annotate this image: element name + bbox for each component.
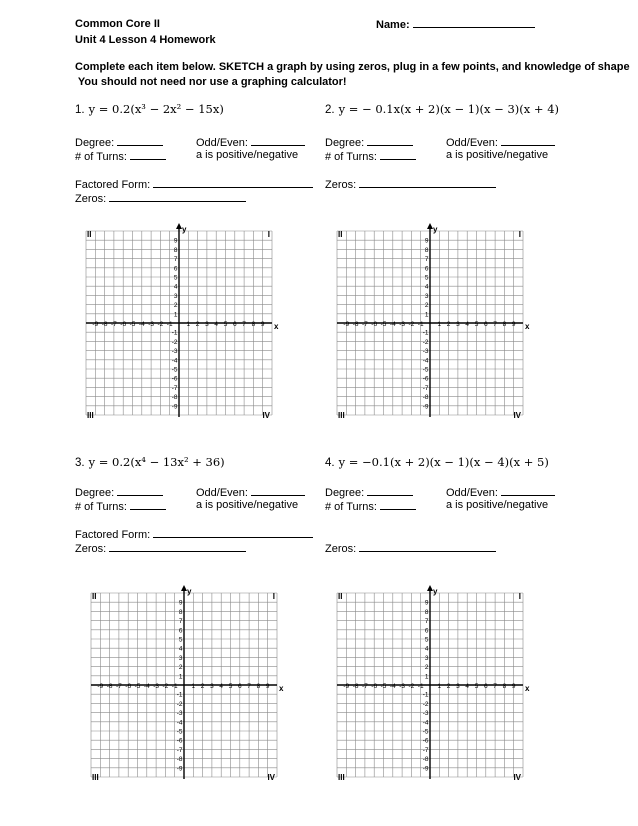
x-tick-label: 1 — [437, 321, 442, 328]
y-tick-label: 2 — [424, 302, 429, 310]
x-tick-label: -6 — [371, 683, 378, 690]
x-tick-label: 1 — [437, 683, 442, 690]
x-tick-label: 8 — [251, 321, 256, 328]
y-tick-label: -5 — [171, 366, 178, 374]
y-tick-label: 8 — [424, 608, 429, 616]
problem-2-equation: 2. y = − 0.1x(x + 2)(x − 1)(x − 3)(x + 4) — [325, 102, 559, 116]
y-tick-label: 6 — [424, 627, 429, 635]
x-tick-label: -8 — [101, 321, 108, 328]
x-tick-label: -8 — [352, 321, 359, 328]
turns-field[interactable]: # of Turns: — [75, 149, 166, 163]
y-tick-label: -4 — [171, 357, 178, 365]
x-tick-label: 3 — [456, 683, 460, 690]
y-tick-label: -3 — [176, 710, 183, 718]
y-tick-label: -7 — [171, 384, 178, 392]
sign-label: a is positive/negative — [446, 149, 549, 161]
x-tick-label: 4 — [219, 683, 224, 690]
y-tick-label: 6 — [424, 265, 429, 273]
instructions-line-1: Complete each item below. SKETCH a graph by using zeros, plug in a few points, and knowledge of shape — [75, 61, 630, 73]
y-tick-label: 3 — [424, 292, 429, 300]
x-tick-label: -1 — [171, 683, 178, 690]
y-tick-label: -6 — [422, 375, 429, 383]
x-tick-label: 8 — [256, 683, 261, 690]
x-tick-label: 4 — [465, 683, 470, 690]
coordinate-grid-2[interactable] — [331, 223, 535, 419]
y-tick-label: 7 — [424, 618, 429, 626]
problem-1-equation: 1. y = 0.2(x³ − 2x² − 15x) — [75, 102, 224, 116]
y-tick-label: 5 — [178, 636, 183, 644]
zeros-field[interactable]: Zeros: — [75, 541, 246, 555]
y-tick-label: 9 — [424, 237, 429, 245]
y-tick-label: -2 — [422, 700, 429, 708]
y-tick-label: 4 — [178, 645, 183, 653]
x-tick-label: -7 — [362, 683, 368, 690]
y-tick-label: -8 — [171, 394, 178, 402]
x-tick-label: -6 — [120, 321, 127, 328]
y-tick-label: -9 — [422, 765, 429, 773]
x-tick-label: 3 — [456, 321, 460, 328]
problem-3-equation: 3. y = 0.2(x⁴ − 13x² + 36) — [75, 455, 225, 469]
name-field[interactable] — [376, 17, 535, 32]
y-tick-label: 4 — [424, 283, 429, 291]
oddeven-field[interactable]: Odd/Even: — [446, 485, 555, 499]
y-tick-label: -5 — [422, 728, 429, 736]
instructions — [75, 60, 630, 90]
zeros-field[interactable]: Zeros: — [75, 191, 246, 205]
x-tick-label: -7 — [362, 321, 368, 328]
x-tick-label: -3 — [153, 683, 159, 690]
x-tick-label: 2 — [195, 321, 200, 328]
quadrant-label: I — [267, 230, 270, 239]
y-tick-label: 4 — [424, 645, 429, 653]
y-tick-label: 8 — [178, 608, 183, 616]
y-tick-label: -7 — [422, 384, 429, 392]
y-tick-label: 1 — [173, 311, 178, 319]
coordinate-grid-3[interactable] — [85, 585, 289, 781]
x-tick-label: 3 — [210, 683, 214, 690]
x-axis-label: x — [525, 684, 530, 693]
y-tick-label: -4 — [422, 357, 429, 365]
sign-label: a is positive/negative — [446, 499, 549, 511]
y-tick-label: -9 — [176, 765, 183, 773]
y-tick-label: 2 — [178, 664, 183, 672]
quadrant-label: IV — [513, 411, 521, 419]
quadrant-label: II — [87, 230, 92, 239]
x-tick-label: 5 — [474, 321, 479, 328]
x-tick-label: 7 — [493, 321, 497, 328]
y-tick-label: -4 — [176, 719, 183, 727]
quadrant-label: IV — [513, 773, 521, 781]
x-tick-label: -4 — [389, 321, 396, 328]
x-tick-label: 7 — [247, 683, 251, 690]
y-tick-label: 2 — [424, 664, 429, 672]
x-axis-label: x — [279, 684, 284, 693]
degree-field[interactable]: Degree: — [75, 485, 163, 499]
x-tick-label: -5 — [129, 321, 136, 328]
x-tick-label: -1 — [417, 321, 424, 328]
sign-label: a is positive/negative — [196, 149, 299, 161]
oddeven-field[interactable]: Odd/Even: — [196, 135, 305, 149]
y-tick-label: 7 — [173, 256, 178, 264]
x-tick-label: 2 — [446, 683, 451, 690]
quadrant-label: III — [338, 773, 345, 781]
y-tick-label: -5 — [176, 728, 183, 736]
x-tick-label: 1 — [191, 683, 196, 690]
y-axis-label: y — [187, 587, 192, 596]
oddeven-field[interactable]: Odd/Even: — [446, 135, 555, 149]
turns-field[interactable]: # of Turns: — [325, 149, 416, 163]
coordinate-grid-4[interactable] — [331, 585, 535, 781]
y-tick-label: -5 — [422, 366, 429, 374]
lesson-title: Unit 4 Lesson 4 Homework — [75, 34, 216, 46]
name-label: Name: — [376, 19, 410, 31]
y-tick-label: 1 — [424, 673, 429, 681]
y-tick-label: -6 — [171, 375, 178, 383]
y-tick-label: -9 — [422, 403, 429, 411]
quadrant-label: IV — [267, 773, 275, 781]
coordinate-grid-1[interactable] — [80, 223, 284, 419]
x-tick-label: 6 — [483, 683, 488, 690]
x-tick-label: -6 — [371, 321, 378, 328]
factored-form-field[interactable]: Factored Form: — [75, 527, 313, 541]
oddeven-field[interactable]: Odd/Even: — [196, 485, 305, 499]
x-tick-label: -4 — [143, 683, 150, 690]
y-tick-label: -1 — [176, 691, 183, 699]
y-tick-label: -7 — [422, 746, 429, 754]
x-tick-label: -9 — [97, 683, 104, 690]
x-tick-label: -1 — [166, 321, 173, 328]
y-tick-label: 1 — [178, 673, 183, 681]
y-tick-label: -9 — [171, 403, 178, 411]
y-axis-label: y — [433, 587, 438, 596]
y-tick-label: 3 — [173, 292, 178, 300]
y-tick-label: -8 — [422, 394, 429, 402]
y-tick-label: -4 — [422, 719, 429, 727]
x-tick-label: -7 — [111, 321, 117, 328]
x-tick-label: 6 — [483, 321, 488, 328]
instructions-line-2: You should not need nor use a graphing calculator! — [75, 76, 347, 88]
factored-form-field[interactable]: Factored Form: — [75, 177, 313, 191]
y-tick-label: 9 — [424, 599, 429, 607]
x-tick-label: 8 — [502, 683, 507, 690]
y-tick-label: 6 — [178, 627, 183, 635]
quadrant-label: II — [338, 230, 343, 239]
x-tick-label: 6 — [232, 321, 237, 328]
quadrant-label: III — [92, 773, 99, 781]
y-tick-label: 8 — [173, 246, 178, 254]
y-tick-label: -8 — [422, 756, 429, 764]
y-tick-label: -8 — [176, 756, 183, 764]
x-tick-label: 6 — [237, 683, 242, 690]
y-tick-label: 6 — [173, 265, 178, 273]
x-tick-label: -5 — [134, 683, 141, 690]
quadrant-label: I — [518, 592, 521, 601]
y-tick-label: -7 — [176, 746, 183, 754]
x-tick-label: -4 — [138, 321, 145, 328]
x-tick-label: -2 — [408, 321, 415, 328]
y-tick-label: -3 — [171, 348, 178, 356]
x-tick-label: 9 — [511, 683, 516, 690]
quadrant-label: III — [338, 411, 345, 419]
y-tick-label: -2 — [176, 700, 183, 708]
y-tick-label: -2 — [171, 338, 178, 346]
x-axis-label: x — [525, 322, 530, 331]
quadrant-label: IV — [262, 411, 270, 419]
degree-field[interactable]: Degree: — [325, 135, 413, 149]
x-tick-label: 4 — [214, 321, 219, 328]
x-tick-label: 9 — [265, 683, 270, 690]
y-tick-label: -6 — [176, 737, 183, 745]
degree-field[interactable]: Degree: — [75, 135, 163, 149]
y-tick-label: 5 — [424, 636, 429, 644]
x-tick-label: 7 — [242, 321, 246, 328]
y-tick-label: 4 — [173, 283, 178, 291]
sign-label: a is positive/negative — [196, 499, 299, 511]
x-tick-label: 2 — [200, 683, 205, 690]
y-tick-label: 3 — [178, 654, 183, 662]
x-tick-label: 5 — [228, 683, 233, 690]
zeros-field[interactable]: Zeros: — [325, 177, 496, 191]
quadrant-label: I — [272, 592, 275, 601]
x-tick-label: -3 — [148, 321, 154, 328]
y-axis-label: y — [182, 225, 187, 234]
turns-field[interactable]: # of Turns: — [75, 499, 166, 513]
x-axis-label: x — [274, 322, 279, 331]
y-tick-label: -3 — [422, 348, 429, 356]
x-tick-label: -8 — [106, 683, 113, 690]
x-tick-label: -9 — [92, 321, 99, 328]
y-tick-label: 7 — [424, 256, 429, 264]
y-tick-label: -3 — [422, 710, 429, 718]
y-tick-label: 2 — [173, 302, 178, 310]
x-tick-label: 9 — [511, 321, 516, 328]
y-tick-label: 9 — [173, 237, 178, 245]
y-tick-label: -2 — [422, 338, 429, 346]
y-tick-label: -1 — [171, 329, 178, 337]
quadrant-label: II — [92, 592, 97, 601]
y-tick-label: 5 — [173, 274, 178, 282]
y-tick-label: 3 — [424, 654, 429, 662]
x-tick-label: -4 — [389, 683, 396, 690]
x-tick-label: -9 — [343, 683, 350, 690]
x-tick-label: 4 — [465, 321, 470, 328]
y-tick-label: 8 — [424, 246, 429, 254]
quadrant-label: III — [87, 411, 94, 419]
problem-4-equation: 4. y = −0.1(x + 2)(x − 1)(x − 4)(x + 5) — [325, 455, 549, 469]
y-axis-label: y — [433, 225, 438, 234]
x-tick-label: -3 — [399, 321, 405, 328]
x-tick-label: -6 — [125, 683, 132, 690]
x-tick-label: 1 — [186, 321, 191, 328]
x-tick-label: -2 — [408, 683, 415, 690]
x-tick-label: -2 — [157, 321, 164, 328]
x-tick-label: -8 — [352, 683, 359, 690]
y-tick-label: 9 — [178, 599, 183, 607]
x-tick-label: 5 — [223, 321, 228, 328]
zeros-field[interactable]: Zeros: — [325, 541, 496, 555]
y-tick-label: -1 — [422, 329, 429, 337]
y-tick-label: 7 — [178, 618, 183, 626]
x-tick-label: -1 — [417, 683, 424, 690]
name-blank[interactable] — [413, 17, 535, 28]
x-tick-label: -2 — [162, 683, 169, 690]
quadrant-label: I — [518, 230, 521, 239]
x-tick-label: 5 — [474, 683, 479, 690]
x-tick-label: 3 — [205, 321, 209, 328]
y-tick-label: -1 — [422, 691, 429, 699]
x-tick-label: -7 — [116, 683, 122, 690]
x-tick-label: -3 — [399, 683, 405, 690]
x-tick-label: 9 — [260, 321, 265, 328]
degree-field[interactable]: Degree: — [325, 485, 413, 499]
x-tick-label: -9 — [343, 321, 350, 328]
turns-field[interactable]: # of Turns: — [325, 499, 416, 513]
course-title: Common Core II — [75, 18, 160, 30]
x-tick-label: -5 — [380, 683, 387, 690]
y-tick-label: 5 — [424, 274, 429, 282]
x-tick-label: -5 — [380, 321, 387, 328]
x-tick-label: 2 — [446, 321, 451, 328]
quadrant-label: II — [338, 592, 343, 601]
y-tick-label: -6 — [422, 737, 429, 745]
x-tick-label: 8 — [502, 321, 507, 328]
x-tick-label: 7 — [493, 683, 497, 690]
y-tick-label: 1 — [424, 311, 429, 319]
